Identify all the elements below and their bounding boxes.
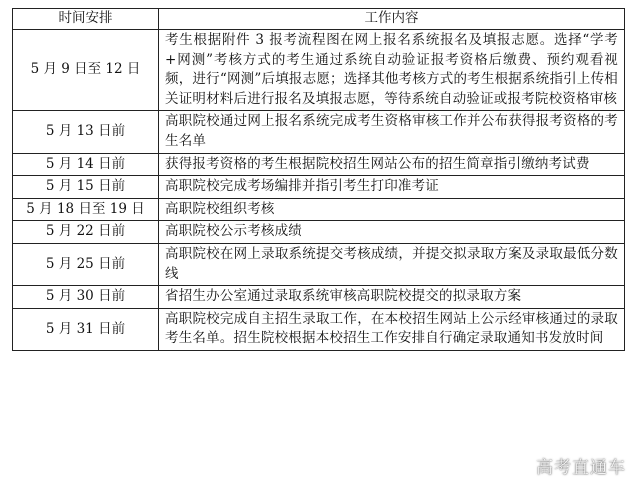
schedule-table xyxy=(12,8,625,351)
row-time: 5 月 13 日前 xyxy=(13,111,159,153)
row-content: 高职院校在网上录取系统提交考核成绩，并提交拟录取方案及录取最低分数线 xyxy=(159,243,625,285)
row-content: 省招生办公室通过录取系统审核高职院校提交的拟录取方案 xyxy=(159,286,625,309)
header-time: 时间安排 xyxy=(13,9,159,30)
table-row xyxy=(13,243,625,285)
table-row xyxy=(13,221,625,244)
row-content: 高职院校通过网上报名系统完成考生资格审核工作并公布获得报考资格的考生名单 xyxy=(159,111,625,153)
schedule-document xyxy=(12,8,624,351)
row-time: 5 月 9 日至 12 日 xyxy=(13,30,159,111)
table-row xyxy=(13,111,625,153)
row-content: 高职院校公示考核成绩 xyxy=(159,221,625,244)
row-content: 高职院校完成自主招生录取工作，在本校招生网站上公示经审核通过的录取考生名单。招生院校根据本校招生工作安排自行确定录取通知书发放时间 xyxy=(159,308,625,350)
row-time: 5 月 15 日前 xyxy=(13,176,159,199)
table-header-row xyxy=(13,9,625,30)
row-time: 5 月 14 日前 xyxy=(13,153,159,176)
row-time: 5 月 30 日前 xyxy=(13,286,159,309)
watermark-text: 高考直通车 xyxy=(536,458,626,478)
row-time: 5 月 31 日前 xyxy=(13,308,159,350)
row-time: 5 月 25 日前 xyxy=(13,243,159,285)
row-content: 获得报考资格的考生根据院校招生网站公布的招生简章指引缴纳考试费 xyxy=(159,153,625,176)
row-content: 考生根据附件 3 报考流程图在网上报名系统报名及填报志愿。选择“学考+网测”考核方式的考生通过系统自动验证报考资格后缴费、预约观看视频，进行“网测”后填报志愿；选择其他考核方式的考生根据系统指引上传相关证明材料后进行报名及填报志愿，等待系统自动验证或报考院校资格审核 xyxy=(159,30,625,111)
row-content: 高职院校完成考场编排并指引考生打印准考证 xyxy=(159,176,625,199)
row-time: 5 月 22 日前 xyxy=(13,221,159,244)
row-time: 5 月 18 日至 19 日 xyxy=(13,198,159,221)
header-content: 工作内容 xyxy=(159,9,625,30)
row-content: 高职院校组织考核 xyxy=(159,198,625,221)
table-row xyxy=(13,198,625,221)
table-row xyxy=(13,308,625,350)
table-row xyxy=(13,176,625,199)
table-row xyxy=(13,286,625,309)
table-row xyxy=(13,153,625,176)
table-row xyxy=(13,30,625,111)
